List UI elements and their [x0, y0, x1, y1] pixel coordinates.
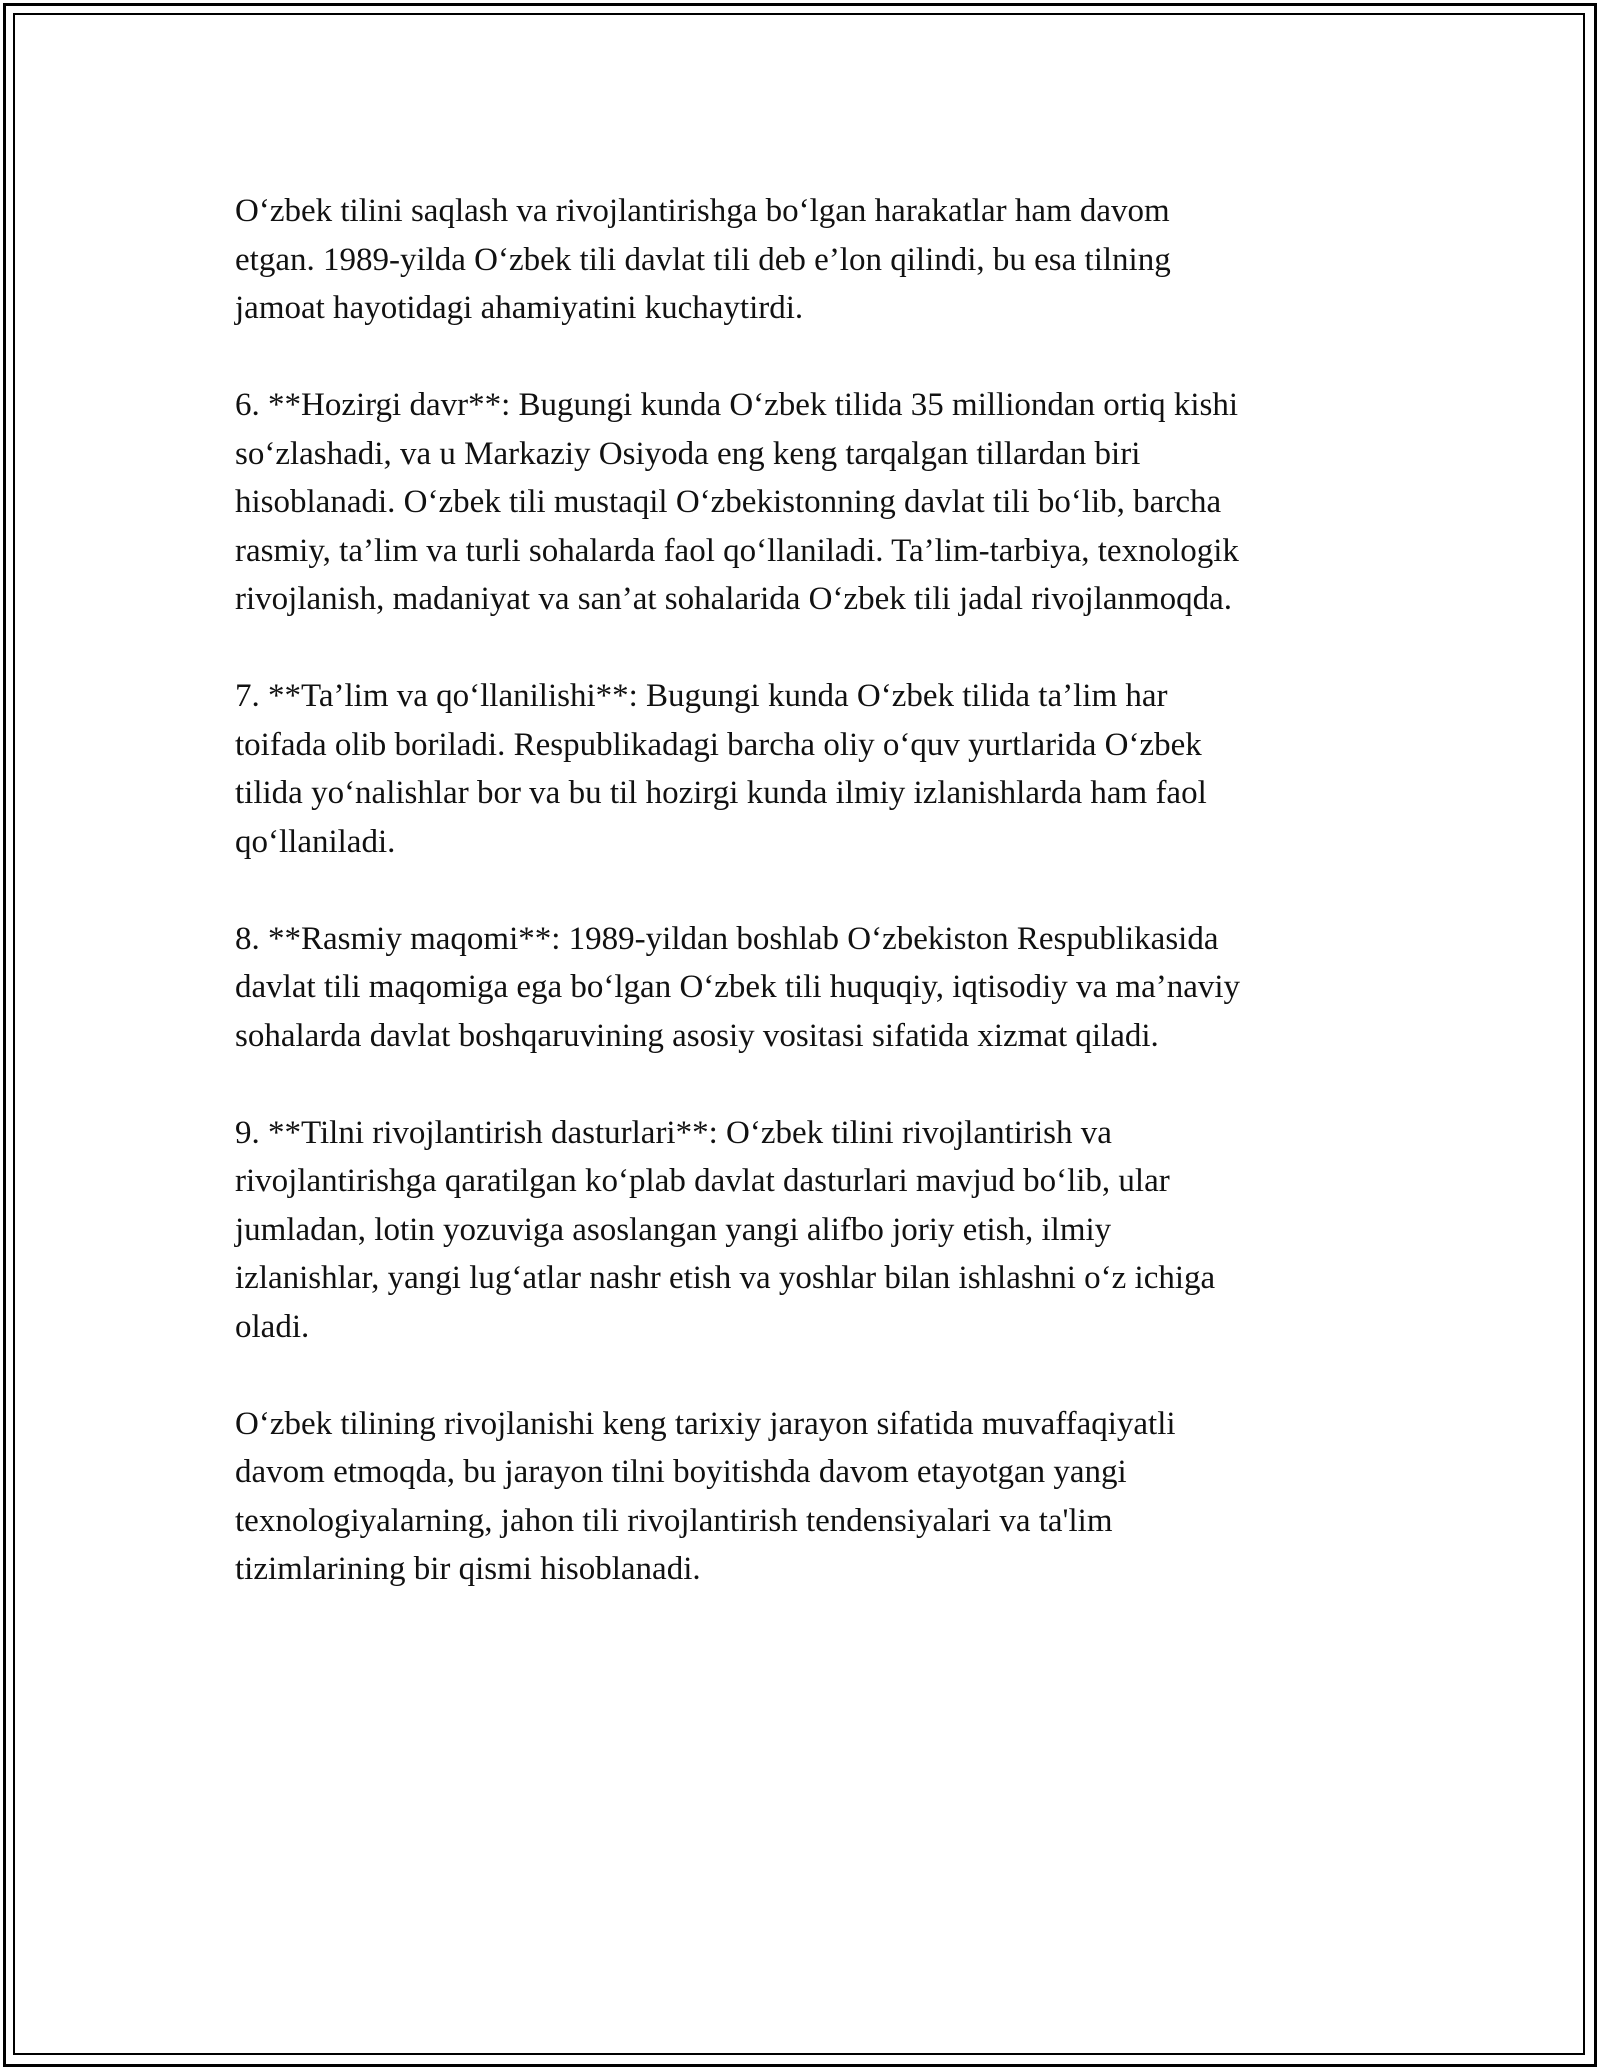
text-line: hisoblanadi. O‘zbek tili mustaqil O‘zbekistonning davlat tili bo‘lib, barcha — [235, 484, 1222, 520]
text-line: davlat tili maqomiga ega bo‘lgan O‘zbek tili huquqiy, iqtisodiy va ma’naviy — [235, 969, 1241, 1005]
text-line: O‘zbek tilining rivojlanishi keng tarixiy jarayon sifatida muvaffaqiyatli — [235, 1405, 1176, 1442]
paragraph-item-8 — [235, 915, 1365, 1061]
text-line: 7. **Ta’lim va qo‘llanilishi**: Bugungi kunda O‘zbek tilida ta’lim har — [235, 678, 1168, 714]
paragraph-item-9 — [235, 1109, 1365, 1352]
text-line: oladi. — [235, 1308, 310, 1345]
text-line: sohalarda davlat boshqaruvining asosiy vositasi sifatida xizmat qiladi. — [235, 1017, 1159, 1054]
text-line: toifada olib boriladi. Respublikadagi barcha oliy o‘quv yurtlarida O‘zbek — [235, 726, 1202, 763]
document-body — [235, 187, 1365, 1642]
text-line: davom etmoqda, bu jarayon tilni boyitishda davom etayotgan yangi — [235, 1454, 1127, 1490]
text-line: 6. **Hozirgi davr**: Bugungi kunda O‘zbek tilida 35 milliondan ortiq kishi — [235, 387, 1239, 423]
text-line: O‘zbek tilini saqlash va rivojlantirishga bo‘lgan harakatlar ham davom — [235, 193, 1170, 229]
text-line: rasmiy, ta’lim va turli sohalarda faol qo‘llaniladi. Ta’lim-tarbiya, texnologik — [235, 532, 1239, 569]
paragraph-conclusion — [235, 1400, 1365, 1594]
text-line: rivojlantirishga qaratilgan ko‘plab davlat dasturlari mavjud bo‘lib, ular — [235, 1163, 1170, 1199]
paragraph-intro — [235, 187, 1365, 333]
text-line: jamoat hayotidagi ahamiyatini kuchaytirdi. — [235, 290, 804, 326]
text-line: rivojlanish, madaniyat va san’at sohalarida O‘zbek tili jadal rivojlanmoqda. — [235, 581, 1233, 617]
text-line: izlanishlar, yangi lug‘atlar nashr etish va yoshlar bilan ishlashni o‘z ichiga — [235, 1260, 1216, 1296]
text-line: texnologiyalarning, jahon tili rivojlantirish tendensiyalari va ta'lim — [235, 1502, 1113, 1539]
paragraph-item-7 — [235, 672, 1365, 866]
text-line: qo‘llaniladi. — [235, 823, 396, 860]
text-line: jumladan, lotin yozuviga asoslangan yangi alifbo joriy etish, ilmiy — [235, 1211, 1112, 1248]
text-line: tilida yo‘nalishlar bor va bu til hozirgi kunda ilmiy izlanishlarda ham faol — [235, 775, 1207, 811]
text-line: etgan. 1989-yilda O‘zbek tili davlat tili deb e’lon qilindi, bu esa tilning — [235, 241, 1171, 278]
text-line: 9. **Tilni rivojlantirish dasturlari**: O‘zbek tilini rivojlantirish va — [235, 1114, 1112, 1151]
paragraph-item-6 — [235, 381, 1365, 624]
text-line: so‘zlashadi, va u Markaziy Osiyoda eng keng tarqalgan tillardan biri — [235, 435, 1141, 472]
text-line: tizimlarining bir qismi hisoblanadi. — [235, 1551, 701, 1587]
text-line: 8. **Rasmiy maqomi**: 1989-yildan boshlab O‘zbekiston Respublikasida — [235, 920, 1219, 957]
